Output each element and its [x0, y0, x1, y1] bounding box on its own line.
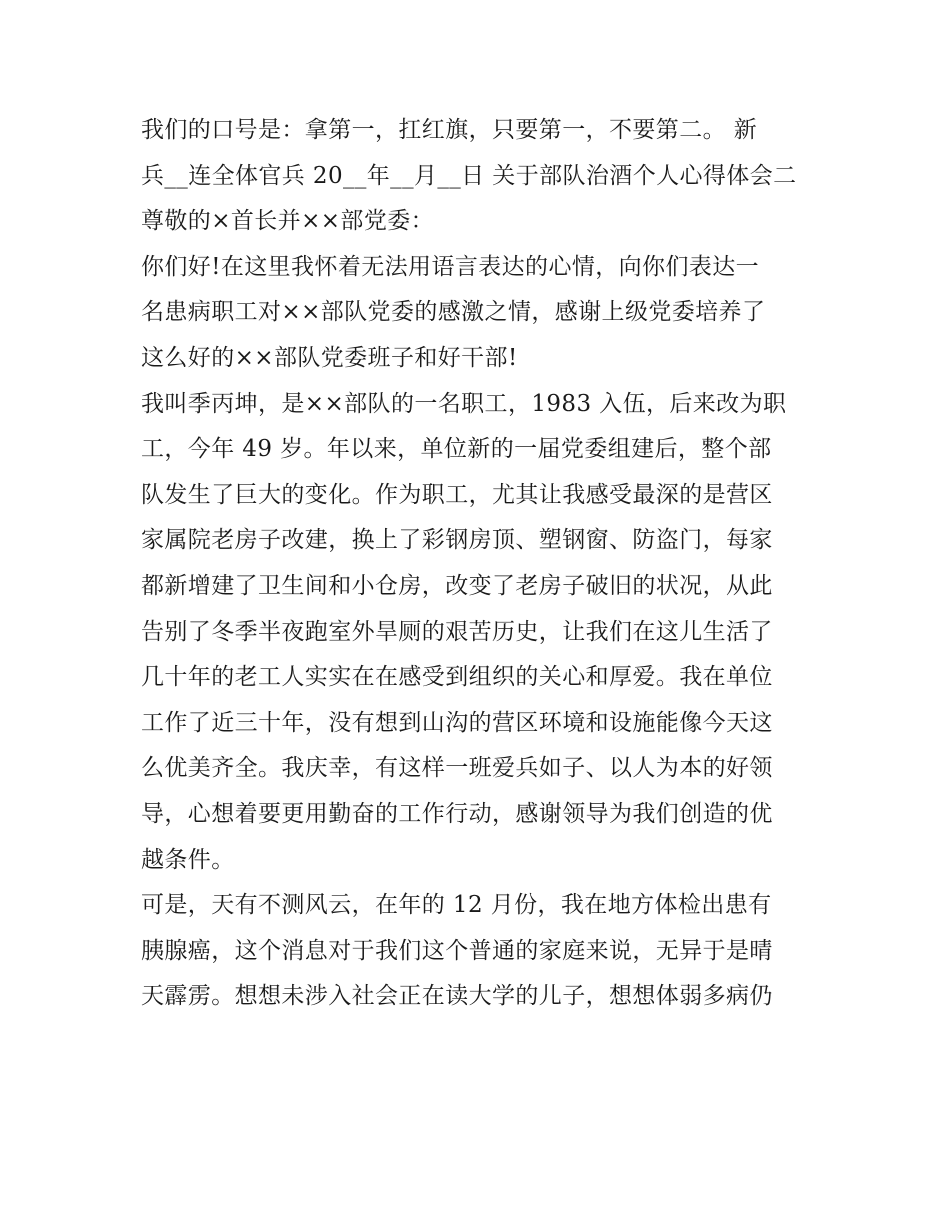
text-line: 尊敬的×首长并××部党委：: [141, 208, 435, 235]
text-line: 工，今年 49 岁。年以来，单位新的一届党委组建后，整个部: [141, 436, 772, 463]
text-line: 么优美齐全。我庆幸，有这样一班爱兵如子、以人为本的好领: [141, 755, 773, 782]
text-line: 你们好!在这里我怀着无法用语言表达的心情，向你们表达一: [141, 253, 760, 280]
text-line: 告别了冬季半夜跑室外旱厕的艰苦历史，让我们在这儿生活了: [141, 618, 773, 645]
text-line: 可是，天有不测风云，在年的 12 月份，我在地方体检出患有: [141, 892, 772, 919]
text-line: 胰腺癌，这个消息对于我们这个普通的家庭来说，无异于是晴: [141, 937, 773, 964]
text-line: 队发生了巨大的变化。作为职工，尤其让我感受最深的是营区: [141, 481, 773, 508]
text-line: 我们的口号是：拿第一，扛红旗，只要第一，不要第二。 新: [141, 117, 758, 143]
text-line: 这么好的××部队党委班子和好干部!: [141, 344, 518, 371]
text-line: 工作了近三十年，没有想到山沟的营区环境和设施能像今天这: [141, 709, 773, 736]
text-line: 天霹雳。想想未涉入社会正在读大学的儿子，想想体弱多病仍: [141, 983, 773, 1010]
text-line: 家属院老房子改建，换上了彩钢房顶、塑钢窗、防盗门，每家: [141, 527, 773, 554]
text-line: 导，心想着要更用勤奋的工作行动，感谢领导为我们创造的优: [141, 800, 773, 827]
text-line: 越条件。: [141, 846, 235, 873]
text-line: 几十年的老工人实实在在感受到组织的关心和厚爱。我在单位: [141, 664, 773, 691]
document-body: [141, 108, 821, 1020]
text-line: 我叫季丙坤，是××部队的一名职工，1983 入伍，后来改为职: [141, 390, 787, 417]
text-line: 兵__连全体官兵 20__年__月__日 关于部队治酒个人心得体会二: [141, 162, 797, 189]
text-line: 都新增建了卫生间和小仓房，改变了老房子破旧的状况，从此: [141, 572, 773, 599]
text-line: 名患病职工对××部队党委的感激之情，感谢上级党委培养了: [141, 299, 766, 326]
